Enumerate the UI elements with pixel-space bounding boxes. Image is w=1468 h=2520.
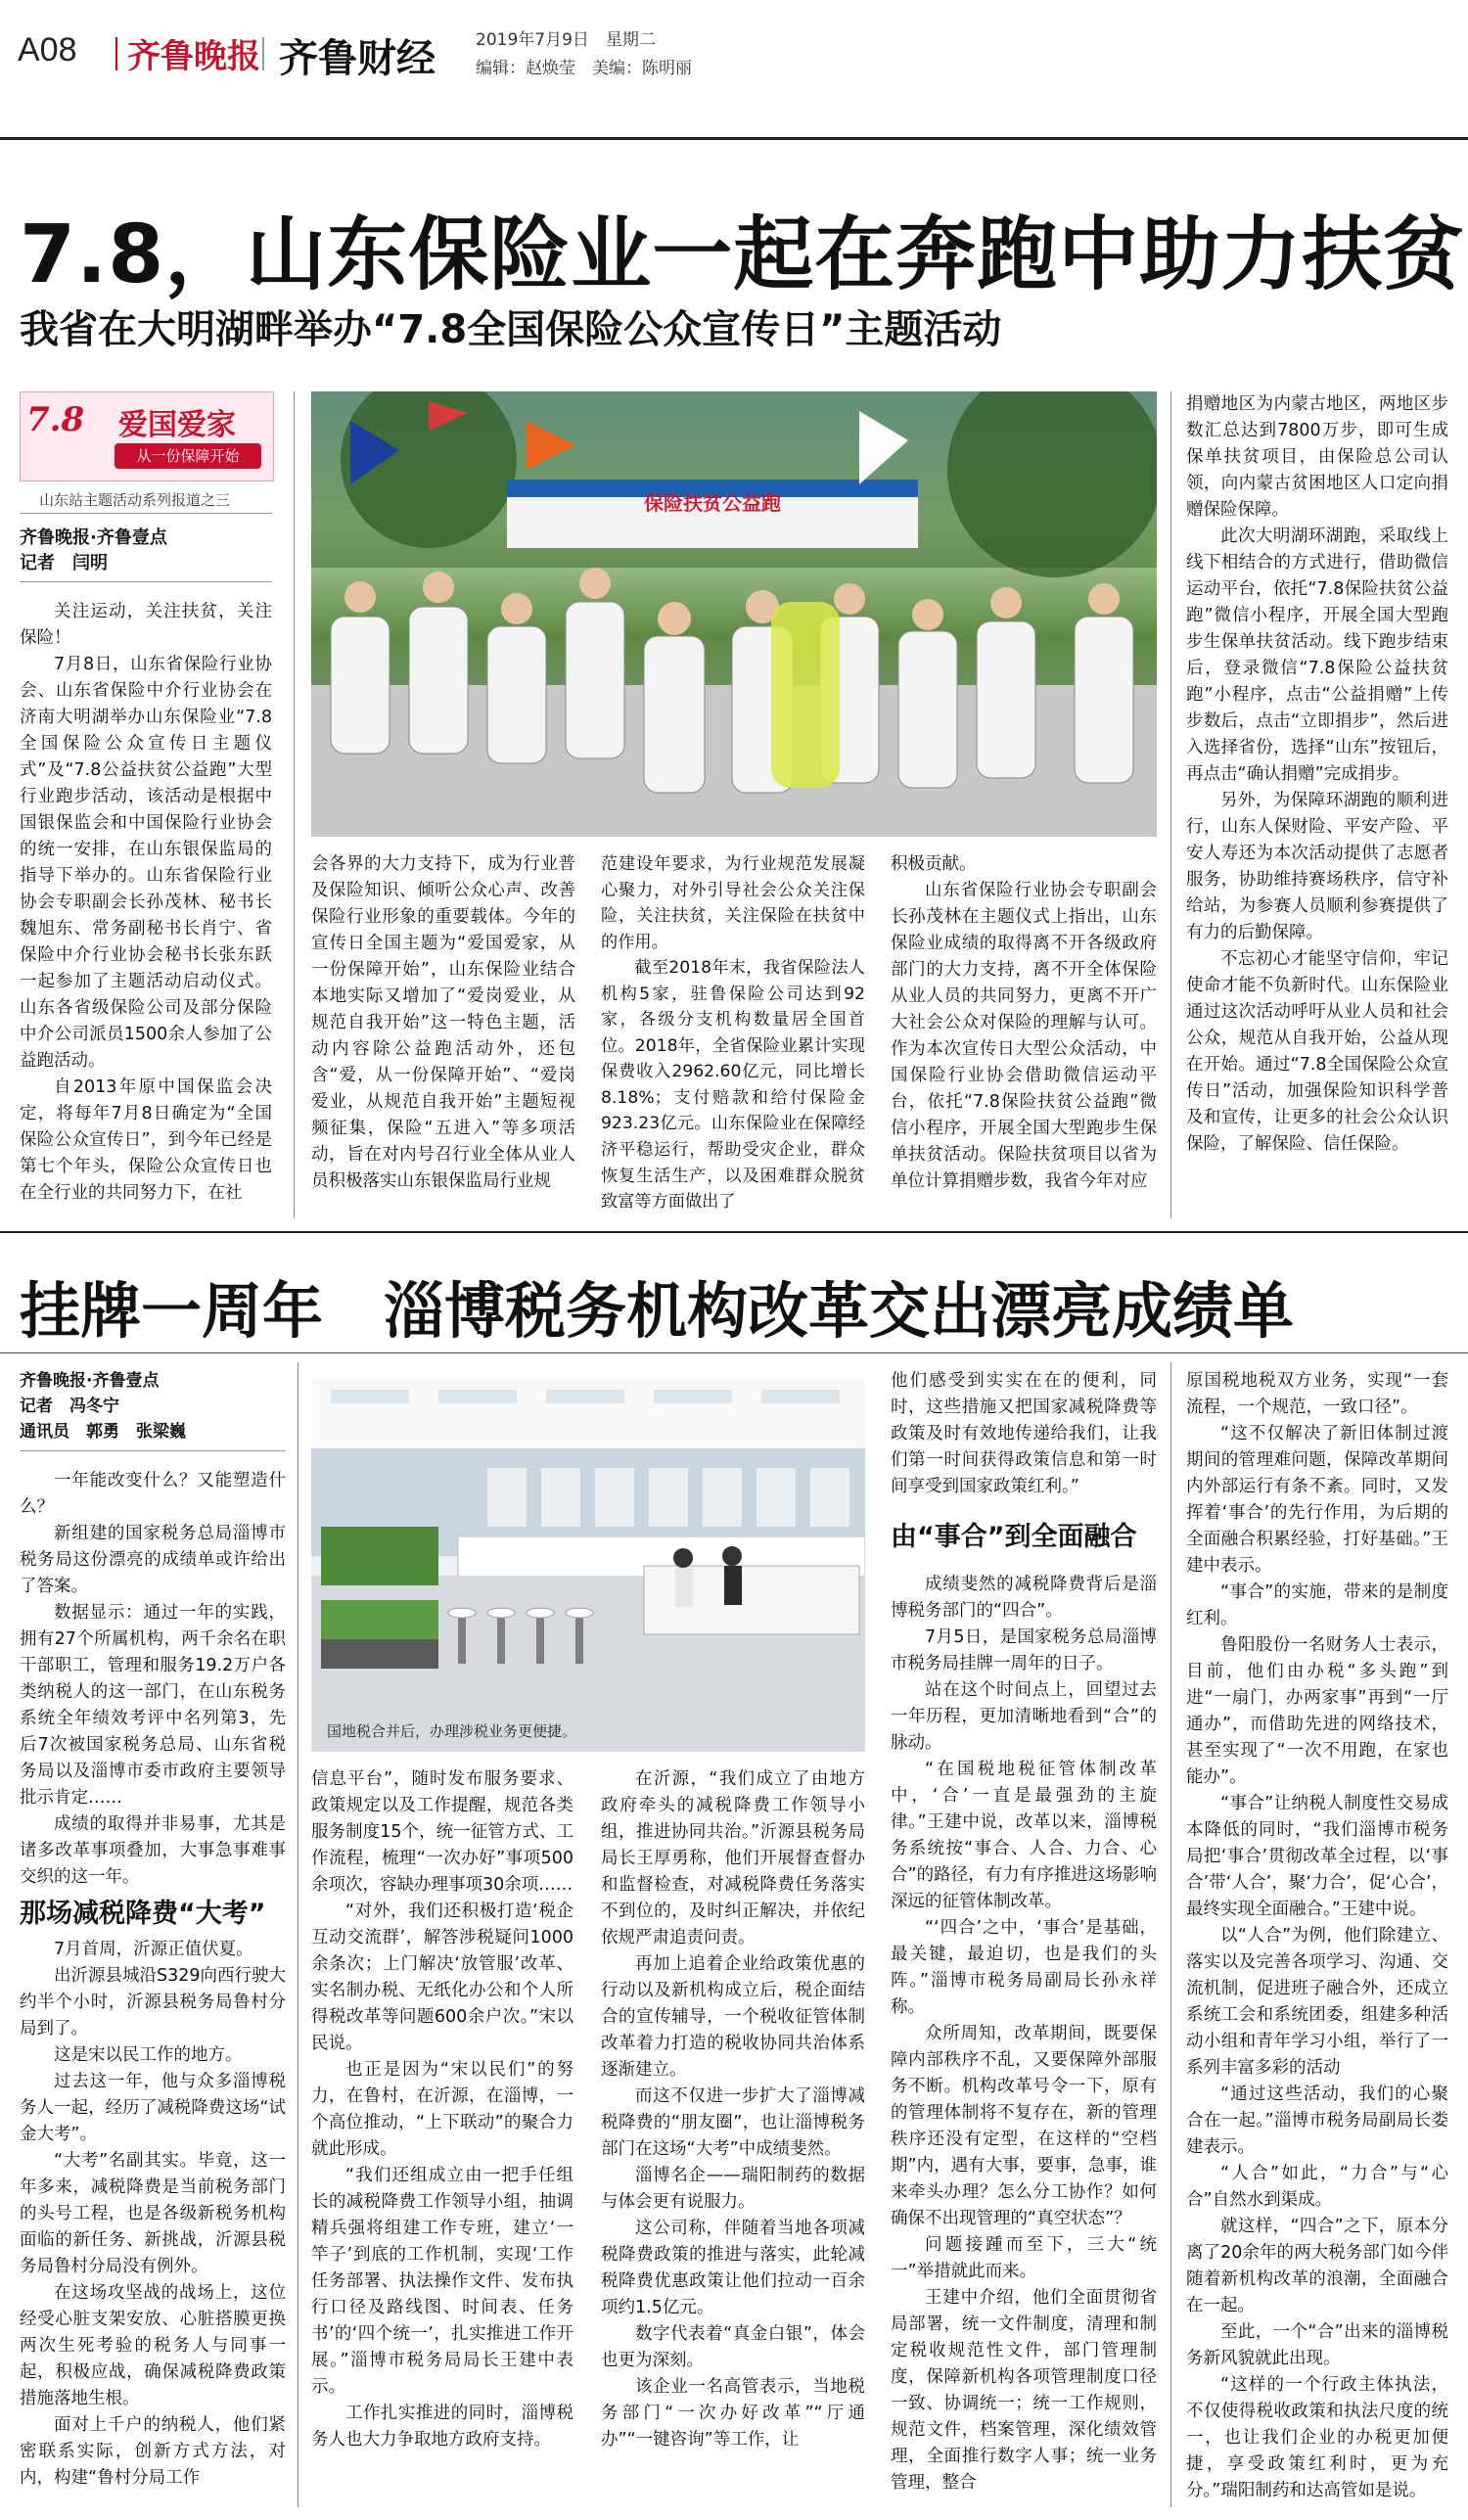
- paragraph: 站在这个时间点上，回望过去一年历程，更加清晰地看到“合”的脉动。: [891, 1680, 1157, 1753]
- paragraph: 在沂源，“我们成立了由地方政府牵头的减税降费工作领导小组，推进协同共治。”沂源县税务局局长王厚勇称，他们开展督查督办和监督检查，对减税降费任务落实不到位的，及时纠正解决，并依纪依规严肃追责问责。: [601, 1769, 865, 1947]
- paragraph: 关注运动，关注扶贫，关注保险！: [20, 602, 272, 648]
- column-divider: [294, 391, 295, 1218]
- paragraph: “这样的一个行政主体执法，不仅使得税收政策和执法尺度的统一，也让我们企业的办税更加便捷，享受政策红利时，更为充分。”瑞阳制药和达高管如是说。: [1186, 2375, 1448, 2500]
- header-divider: [115, 37, 117, 70]
- paragraph: 自2013年原中国保监会决定，将每年7月8日确定为“全国保险公众宣传日”，到今年已经是第七个年头，保险公众宣传日也在全行业的共同努力下，在社: [20, 1077, 272, 1203]
- article1-column-1: [20, 599, 272, 1207]
- paragraph: 出沂源县城沿S329向西行驶大约半个小时，沂源县税务局鲁村分局到了。: [20, 1966, 287, 2039]
- paragraph: 数据显示：通过一年的实践，拥有27个所属机构，两千余名在职干部职工，管理和服务19.2万户各类纳税人的这一部门，在山东税务系统全年绩效考评中名列第3，先后7次被国家税务总局、山东省税务局以及淄博市委市政府主要领导批示肯定……: [20, 1603, 286, 1808]
- badge-mark: 7.8: [26, 400, 85, 439]
- paragraph: 积极贡献。: [891, 854, 977, 874]
- article2-subhead-2: 由“事合”到全面融合: [891, 1522, 1137, 1552]
- paragraph: 淄博名企——瑞阳制药的数据与体会更有说服力。: [601, 2166, 865, 2212]
- paragraph: “这不仅解决了新旧体制过渡期间的管理难问题，保障改革期间内外部运行有条不紊。同时，又发挥着‘事合’的先行作用，为后期的全面融合积累经验，打好基础。”王建中表示。: [1186, 1424, 1448, 1576]
- article2-column-5: [1186, 1368, 1448, 2504]
- article1-column-5: [1186, 391, 1448, 1158]
- article2-source: 齐鲁晚报·齐鲁壹点: [20, 1371, 160, 1391]
- article2-headline-rule: [0, 1352, 1468, 1353]
- paragraph: 信息平台”，随时发布服务要求、政策规定以及工作提醒，规范各类服务制度15个，统一征管方式、工作流程，梳理“一次办好”事项500余项次，容缺办理事项30余项……: [311, 1769, 573, 1895]
- paragraph: 他们感受到实实在在的便利，同时，这些措施又把国家减税降费等政策及时有效地传递给我们，让我们第一时间获得政策信息和第一时间享受到国家政策红利。”: [891, 1371, 1157, 1496]
- paragraph: 一年能改变什么？又能塑造什么？: [20, 1471, 286, 1517]
- article2-column-2: [311, 1766, 573, 2453]
- badge-subtitle: 从一份保障开始: [115, 443, 261, 469]
- paragraph: 7月8日，山东省保险行业协会、山东省保险中介行业协会在济南大明湖举办山东保险业“7.8全国保险公众宣传日主题仪式”及“7.8公益扶贫公益跑”大型行业跑步活动，该活动是根据中国银保监会和中国保险行业协会的统一安排，在山东银保监局的指导下举办的。山东省保险行业协会专职副会长孙茂林、秘书长魏旭东、常务副秘书长肖宁、省保险中介行业协会秘书长张东跃一起参加了主题活动启动仪式。山东各省级保险公司及部分保险中介公司派员1500余人参加了公益跑活动。: [20, 655, 272, 1071]
- article1-column-3: [601, 851, 865, 1215]
- paragraph: “事合”的实施，带来的是制度红利。: [1186, 1582, 1448, 1628]
- article2-column-1: [20, 1468, 286, 2492]
- paragraph: 成绩斐然的减税降费背后是淄博税务部门的“四合”。: [891, 1575, 1157, 1621]
- paragraph: 会各界的大力支持下，成为行业普及保险知识、倾听公众心声、改善保险行业形象的重要载体。今年的宣传日全国主题为“爱国爱家，从一份保障开始”，山东保险业结合本地实际又增加了“爱岗爱业，从规范自我开始”这一特色主题，活动内容除公益跑活动外，还包含“爱，从一份保障开始”、“爱岗爱业，从规范自我开始”主题短视频征集，保险“五进入”等多项活动，旨在对内号召行业全体从业人员积极落实山东银保监局行业规: [311, 854, 575, 1191]
- editor-credits: 编辑：赵焕莹 美编：陈明丽: [476, 59, 692, 78]
- paragraph: 面对上千户的纳税人，他们紧密联系实际，创新方式方法，对内，构建“鲁村分局工作: [20, 2415, 286, 2488]
- paragraph: “事合”让纳税人制度性交易成本降低的同时，“我们淄博市税务局把‘事合’贯彻改革全过程，以‘事合’带‘人合’，聚‘力合’，促‘心合’，最终实现全面融合。”王建中说。: [1186, 1794, 1448, 1919]
- newspaper-logo: 齐鲁晚报: [127, 37, 260, 76]
- byline-rule: [20, 1450, 286, 1451]
- paragraph: 此次大明湖环湖跑，采取线上线下相结合的方式进行，借助微信运动平台，依托“7.8保险扶贫公益跑”微信小程序，开展全国大型跑步生保单扶贫活动。线下跑步结束后，登录微信“7.8保险公益扶贫跑”小程序，点击“公益捐赠”上传步数后，点击“立即捐步”，然后进入选择省份，选择“山东”按钮后，再点击“确认捐赠”完成捐步。: [1186, 527, 1448, 784]
- paragraph: “‘四合’之中，‘事合’是基础，最关键，最迫切，也是我们的头阵。”淄博市税务局副局长孙永祥称。: [891, 1918, 1157, 2017]
- paragraph: 再加上追着企业给政策优惠的行动以及新机构成立后，税企面结合的宣传辅导，一个税收征管体制改革着力打造的税收协同共治体系逐渐建立。: [601, 1954, 865, 2080]
- article2-headline: 挂牌一周年 淄博税务机构改革交出漂亮成绩单: [20, 1275, 1295, 1347]
- article2-photo-caption: 国地税合并后，办理涉税业务更便捷。: [321, 1717, 865, 1745]
- paragraph: 截至2018年末，我省保险法人机构5家，驻鲁保险公司达到92家，各级分支机构数量居全国首位。2018年，全省保险业累计实现保费收入2962.60亿元，同比增长8.18%；支付赔款和给付保险金923.23亿元。山东保险业在保障经济平稳运行，帮助受灾企业，群众恢复生活生产，以及困难群众脱贫致富等方面做出了: [601, 958, 865, 1213]
- column-divider: [1170, 391, 1171, 1218]
- paragraph: “通过这些活动，我们的心聚合在一起。”淄博市税务局副局长娄建表示。: [1186, 2085, 1448, 2157]
- paragraph: 众所周知，改革期间，既要保障内部秩序不乱，又要保障外部服务不断。机构改革号令一下，原有的管理体制将不复存在，新的管理秩序还没有定型，在这样的“空档期”内，遇有大事，要事，急事，谁来牵头办理？怎么分工协作？如何确保不出现管理的“真空状态”？: [891, 2024, 1157, 2228]
- paragraph: 而这不仅进一步扩大了淄博减税降费的“朋友圈”，也让淄博税务部门在这场“大考”中成绩斐然。: [601, 2086, 865, 2159]
- paragraph: 数字代表着“真金白银”，体会也更为深刻。: [601, 2324, 865, 2370]
- paragraph: 王建中介绍，他们全面贯彻省局部署，统一文件制度，清理和制定税收规范性文件，部门管理制度，保障新机构各项管理制度口径一致、协调统一；统一工作规则，规范文件，档案管理，深化绩效管理，全面推行数字人事；统一业务管理，整合: [891, 2288, 1157, 2493]
- paragraph: 就这样，“四合”之下，原本分离了20余年的两大税务部门如今伴随着新机构改革的浪潮，全面融合在一起。: [1186, 2217, 1448, 2315]
- paragraph: 问题接踵而至下，三大“统一”举措就此而来。: [891, 2235, 1157, 2281]
- series-caption: 山东站主题活动系列报道之三: [39, 491, 231, 509]
- article1-subhead: 我省在大明湖畔举办“7.8全国保险公众宣传日”主题活动: [20, 307, 1002, 352]
- article-separator: [0, 1231, 1468, 1233]
- top-rule: [0, 137, 1468, 140]
- paragraph: “我们还组成立由一把手任组长的减税降费工作领导小组，抽调精兵强将组建工作专班，建立‘一竿子’到底的工作机制，实现‘工作任务部署、执法操作文件、发布执行口径及路线图、时间表、任务书’的‘四个统一’，扎实推进工作开展。”淄博市税务局局长王建中表示。: [311, 2166, 573, 2397]
- page-number: A08: [18, 31, 77, 69]
- series-badge: [20, 391, 274, 481]
- article1-headline: 7.8，山东保险业一起在奔跑中助力扶贫: [20, 208, 1465, 301]
- paragraph: 原国税地税双方业务，实现“一套流程，一个规范，一致口径”。: [1186, 1371, 1448, 1417]
- article2-column-4: [891, 1368, 1157, 2497]
- article1-source: 齐鲁晚报·齐鲁壹点: [20, 527, 167, 548]
- issue-date: 2019年7月9日 星期二: [476, 30, 656, 50]
- paragraph: 在这场攻坚战的战场上，这位经受心脏支架安放、心脏搭膜更换两次生死考验的税务人与同事一起，积极应战，确保减税降费政策措施落地生根。: [20, 2283, 286, 2408]
- article2-photo: [311, 1380, 865, 1752]
- photo-banner: 保险扶贫公益跑: [644, 491, 781, 515]
- paragraph: 这公司称，伴随着当地各项减税降费政策的推进与落实，此轮减税降费优惠政策让他们拉动一百余项约1.5亿元。: [601, 2219, 865, 2317]
- paragraph: 山东省保险行业协会专职副会长孙茂林在主题仪式上指出，山东保险业成绩的取得离不开各级政府部门的大力支持，离不开全体保险从业人员的共同努力，更离不开广大社会公众对保险的理解与认可。作为本次宣传日大型公众活动，中国保险行业协会借助微信运动平台，依托“7.8保险扶贫公益跑”微信小程序，开展全国大型跑步生保单扶贫活动。保险扶贫项目以省为单位计算捐赠步数，我省今年对应: [891, 881, 1157, 1191]
- article1-column-4: [891, 851, 1157, 1195]
- article1-column-2: [311, 851, 575, 1195]
- paragraph: 捐赠地区为内蒙古地区，两地区步数汇总达到7800万步，即可生成保单扶贫项目，由保险总公司认领，向内蒙古贫困地区人口定向捐赠保险保障。: [1186, 394, 1448, 520]
- paragraph: 另外，为保障环湖跑的顺利进行，山东人保财险、平安产险、平安人寿还为本次活动提供了志愿者服务，协助维持赛场秩序，信守补给站，为参赛人员顺利参赛提供了有力的后勤保障。: [1186, 791, 1448, 942]
- paragraph: 不忘初心才能坚守信仰，牢记使命才能不负新时代。山东保险业通过这次活动呼吁从业人员和社会公众，规范从自我开始，公益从现在开始。通过“7.8全国保险公众宣传日”活动，加强保险知识科学普及和宣传，让更多的社会公众认识保险，了解保险、信任保险。: [1186, 949, 1448, 1154]
- byline-rule: [20, 581, 272, 582]
- paragraph: 该企业一名高管表示，当地税务部门“一次办好改革”“厅通办”“一键咨询”等工作，让: [601, 2377, 865, 2450]
- paragraph: 至此，一个“合”出来的淄博税务新风貌就此出现。: [1186, 2322, 1448, 2368]
- column-divider: [1170, 1362, 1171, 2507]
- article1-photo: [311, 391, 1157, 837]
- paragraph: 成绩的取得并非易事，尤其是诸多改革事项叠加，大事急事难事交织的这一年。: [20, 1814, 286, 1887]
- paragraph: “在国税地税征管体制改革中，‘合’一直是最强劲的主旋律。”王建中说，改革以来，淄博税务系统按“事合、人合、力合、心合”的路径，有力有序推进这场影响深远的征管体制改革。: [891, 1760, 1157, 1911]
- paragraph: 工作扎实推进的同时，淄博税务人也大力争取地方政府支持。: [311, 2404, 573, 2450]
- paragraph: 也正是因为“宋以民们”的努力，在鲁村，在沂源，在淄博，一个高位推动，“上下联动”的聚合力就此形成。: [311, 2060, 573, 2159]
- paragraph: “大考”名副其实。毕竟，这一年多来，减税降费是当前税务部门的头号工程，也是各级新税务机构面临的新任务、新挑战，沂源县税务局鲁村分局没有例外。: [20, 2151, 286, 2276]
- paragraph: 范建设年要求，为行业规范发展凝心聚力，对外引导社会公众关注保险，关注扶贫，关注保险在扶贫中的作用。: [601, 854, 865, 952]
- paragraph: 过去这一年，他与众多淄博税务人一起，经历了减税降费这场“试金大考”。: [20, 2072, 286, 2144]
- paragraph: 以“人合”为例，他们除建立、落实以及完善各项学习、沟通、交流机制，促进班子融合外，还成立系统工会和系统团委，组建多种活动小组和青年学习小组，举行了一系列丰富多彩的活动: [1186, 1926, 1448, 2078]
- paragraph: 7月首周，沂源正值伏夏。: [54, 1940, 253, 1959]
- paragraph: 新组建的国家税务总局淄博市税务局这份漂亮的成绩单或许给出了答案。: [20, 1524, 286, 1596]
- badge-title: 爱国爱家: [118, 408, 236, 442]
- paragraph: “对外，我们还积极打造‘税企互动交流群’，解答涉税疑问1000余条次；上门解决‘放管服’改革、实名制办税、无纸化办公和个人所得税改革等问题600余户次。”宋以民说。: [311, 1901, 573, 2053]
- article2-reporter: 记者 冯冬宁: [20, 1397, 119, 1416]
- article2-column-3: [601, 1766, 865, 2453]
- section-title: 齐鲁财经: [279, 36, 436, 81]
- header-divider: [262, 37, 264, 70]
- badge-rule: [20, 513, 272, 514]
- paragraph: 7月5日，是国家税务总局淄博市税务局挂牌一周年的日子。: [891, 1627, 1157, 1673]
- paragraph: 这是宋以民工作的地方。: [54, 2045, 243, 2065]
- paragraph: 鲁阳股份一名财务人士表示，目前，他们由办税“多头跑”到进“一扇门，办两家事”再到“一厅通办”，而借助先进的网络技术，甚至实现了“一次不用跑，在家也能办”。: [1186, 1635, 1448, 1787]
- article2-correspondents: 通讯员 郭勇 张梁巍: [20, 1422, 186, 1442]
- article2-subhead-1: 那场减税降费“大考”: [20, 1899, 266, 1929]
- paragraph: “人合”如此，“力合”与“心合”自然水到渠成。: [1186, 2164, 1448, 2210]
- article1-reporter: 记者 闫明: [20, 553, 108, 573]
